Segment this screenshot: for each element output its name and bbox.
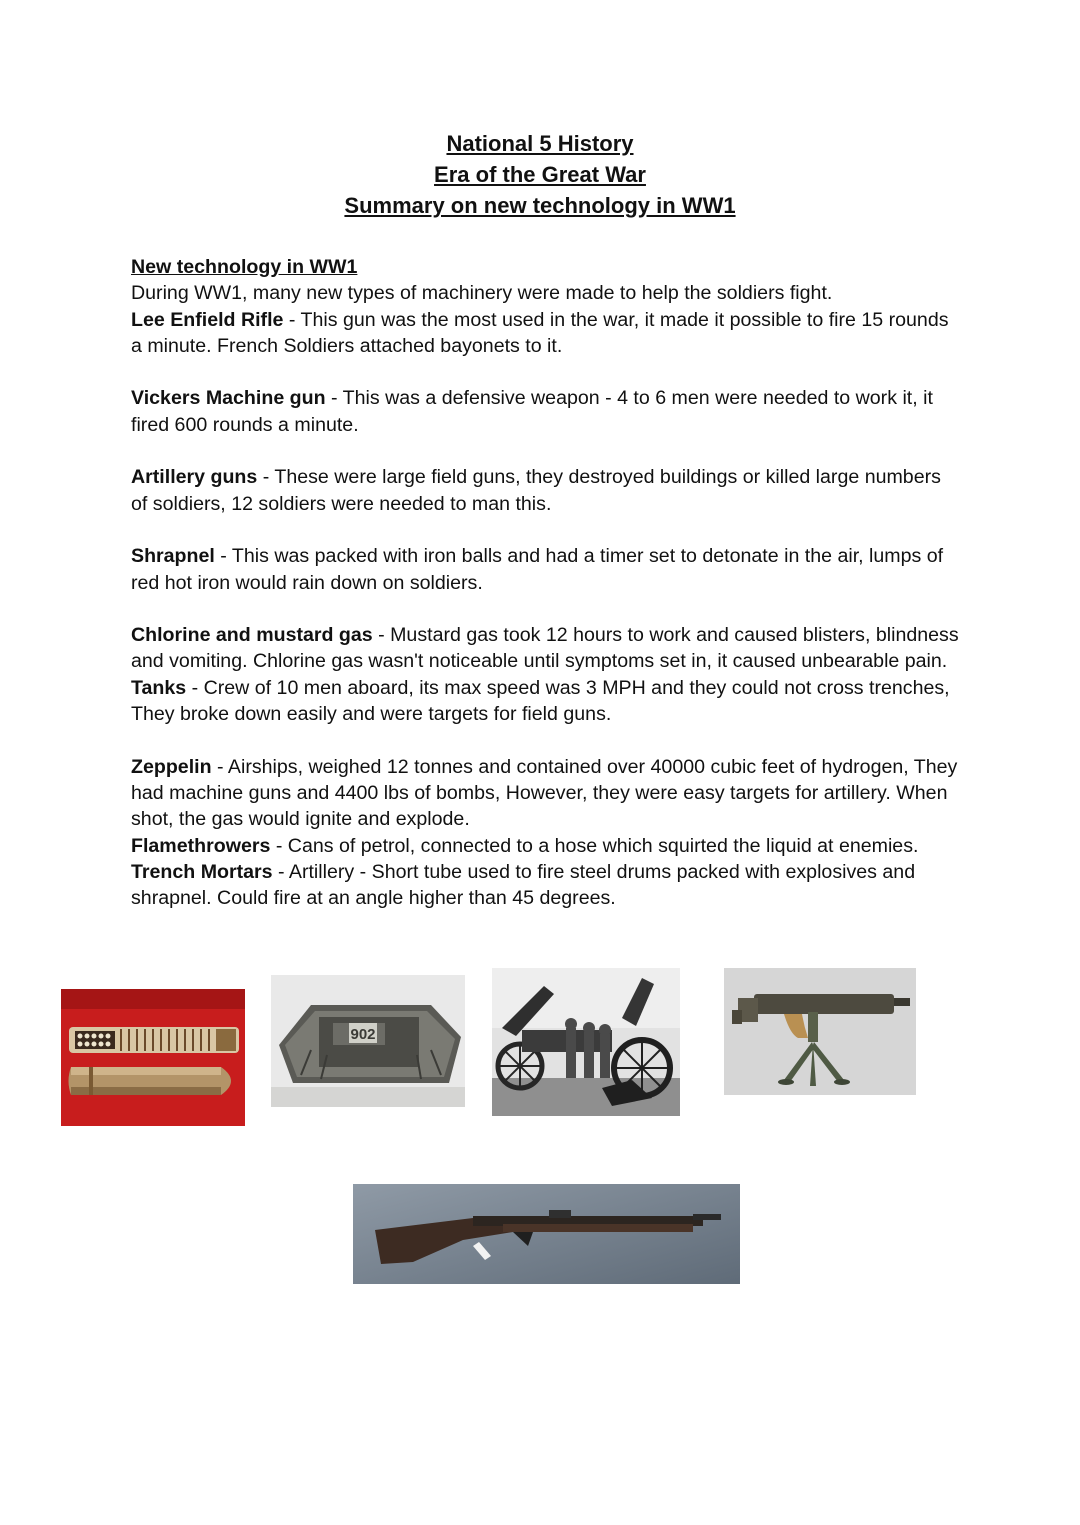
- artillery-photo: [492, 968, 680, 1116]
- document-body: [131, 254, 961, 911]
- zeppelin-text: - Airships, weighed 12 tonnes and contained over 40000 cubic feet of hydrogen, They had machine guns and 4400 lbs of bombs, However, they were easy targets for artillery. When shot, the gas would ignite and explode.: [131, 755, 958, 831]
- shrapnel-shell-photo: [61, 989, 245, 1126]
- lee-enfield-text: - This gun was the most used in the war, it made it possible to fire 15 rounds a minute. French Soldiers attached bayonets to it.: [131, 308, 949, 357]
- tanks-term: Tanks: [131, 676, 187, 699]
- tanks-paragraph: [131, 675, 961, 728]
- gas-paragraph: [131, 622, 961, 675]
- shrapnel-term: Shrapnel: [131, 545, 215, 568]
- tank-photo: [271, 975, 465, 1107]
- gas-term: Chlorine and mustard gas: [131, 624, 373, 647]
- vickers-term: Vickers Machine gun: [131, 387, 326, 410]
- flamethrowers-text: - Cans of petrol, connected to a hose which squirted the liquid at enemies.: [270, 834, 919, 857]
- intro-paragraph: During WW1, many new types of machinery were made to help the soldiers fight.: [131, 282, 833, 305]
- artillery-text: - These were large field guns, they destroyed buildings or killed large numbers of soldiers, 12 soldiers were needed to man this.: [131, 466, 941, 515]
- tank-number-label: 902: [350, 1026, 376, 1043]
- title-block: [0, 128, 1080, 221]
- lee-enfield-paragraph: [131, 307, 961, 360]
- title-summary: Summary on new technology in WW1: [344, 193, 736, 218]
- gas-text: - Mustard gas took 12 hours to work and caused blisters, blindness and vomiting. Chlorine gas wasn't noticeable until symptoms set in, it caused unbearable pain.: [131, 624, 959, 673]
- vickers-illustration: [724, 968, 916, 1095]
- title-course: National 5 History: [446, 131, 634, 156]
- mortars-text: - Artillery - Short tube used to fire steel drums packed with explosives and shrapnel. Could fire at an angle higher than 45 degrees.: [131, 860, 916, 910]
- zeppelin-paragraph: [131, 754, 961, 833]
- zeppelin-term: Zeppelin: [131, 755, 212, 778]
- rifle-illustration: [353, 1184, 740, 1284]
- artillery-term: Artillery guns: [131, 466, 258, 489]
- shrapnel-shell-illustration: [61, 989, 245, 1126]
- lee-enfield-rifle-photo: [353, 1184, 740, 1284]
- title-era: Era of the Great War: [434, 162, 646, 187]
- vickers-paragraph: [131, 385, 961, 438]
- vickers-machine-gun-photo: [724, 968, 916, 1095]
- section-heading: New technology in WW1: [131, 256, 358, 278]
- tanks-text: - Crew of 10 men aboard, its max speed was 3 MPH and they could not cross trenches, They broke down easily and were targets for field guns.: [131, 676, 950, 726]
- flamethrowers-paragraph: [131, 833, 961, 859]
- mortars-paragraph: [131, 859, 961, 912]
- tank-illustration: [271, 975, 465, 1107]
- shrapnel-paragraph: [131, 543, 961, 596]
- flamethrowers-term: Flamethrowers: [131, 834, 271, 857]
- shrapnel-text: - This was packed with iron balls and had a timer set to detonate in the air, lumps of red hot iron would rain down on soldiers.: [131, 545, 944, 594]
- artillery-paragraph: [131, 464, 961, 517]
- lee-enfield-term: Lee Enfield Rifle: [131, 308, 284, 331]
- vickers-text: - This was a defensive weapon - 4 to 6 men were needed to work it, it fired 600 rounds a minute.: [131, 387, 933, 436]
- mortars-term: Trench Mortars: [131, 860, 273, 883]
- artillery-illustration: [492, 968, 680, 1116]
